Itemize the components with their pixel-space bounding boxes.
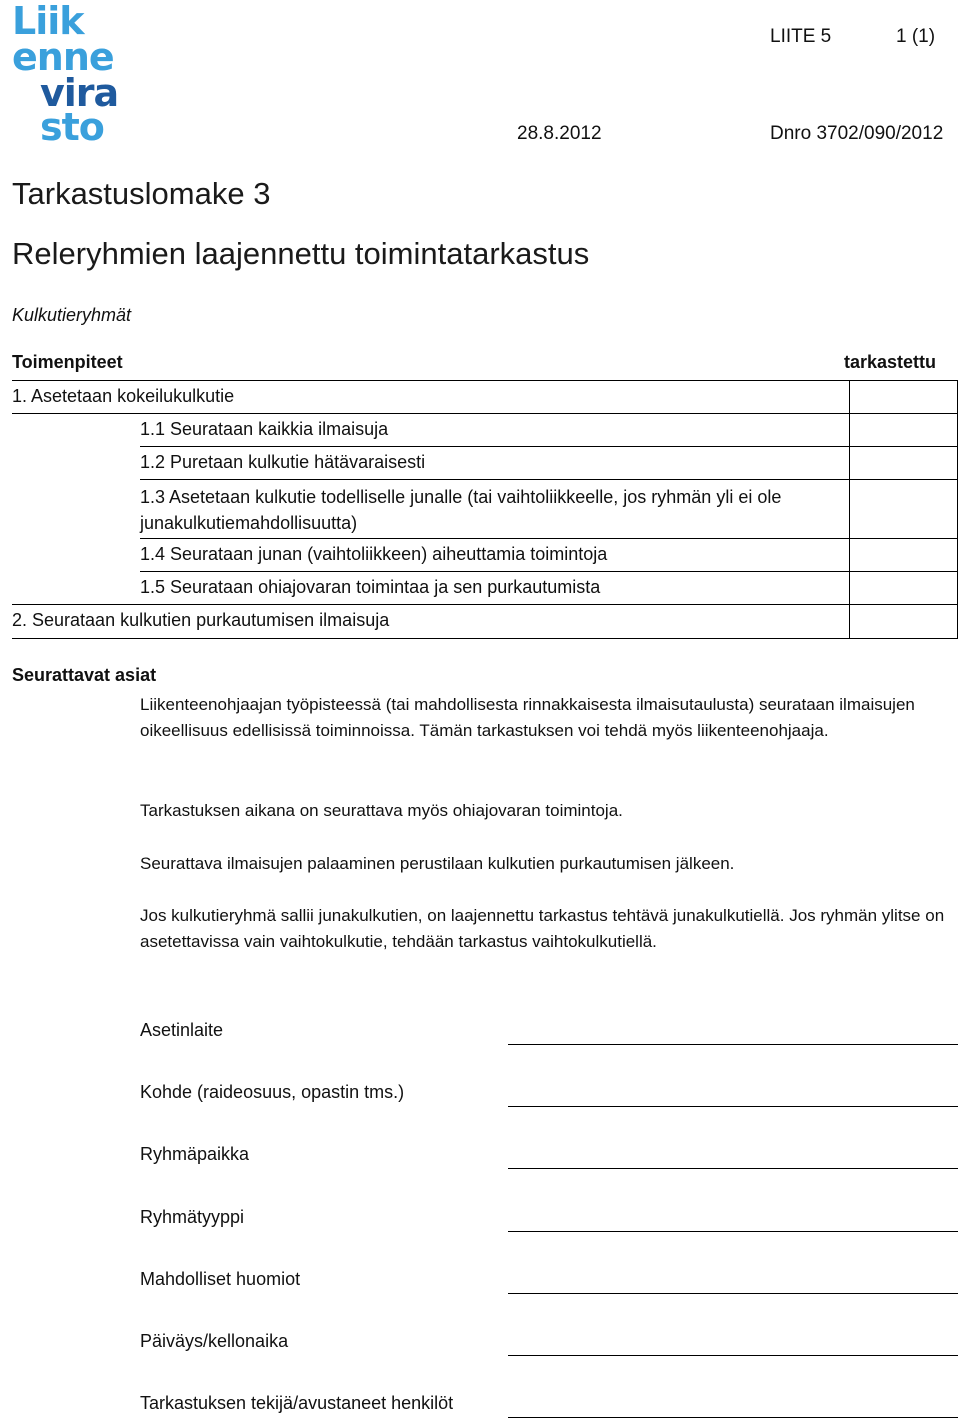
- document-number: Dnro 3702/090/2012: [770, 123, 944, 144]
- logo-line-3: vira: [40, 71, 119, 115]
- table-row: 1.2 Puretaan kulkutie hätävaraisesti: [140, 452, 426, 472]
- logo-line-1: Liik: [12, 0, 84, 43]
- table-rule: [140, 571, 958, 572]
- document-date: 28.8.2012: [517, 123, 602, 144]
- table-rule: [12, 413, 958, 414]
- table-rule: [12, 380, 958, 381]
- paragraph: Liikenteenohjaajan työpisteessä (tai mahdollisesta rinnakkaisesta ilmaisutaulusta) seurataan ilmaisujen oikeellisuus edellisissä toiminnoissa. Tämän tarkastuksen voi tehdä myös liikenteenohjaaja.: [140, 695, 915, 740]
- table-rule: [12, 638, 958, 639]
- table-rule: [140, 538, 958, 539]
- field-line-interlocking[interactable]: [508, 1044, 958, 1045]
- field-label-group-type: Ryhmätyyppi: [140, 1207, 245, 1227]
- section-heading-observe: Seurattavat asiat: [12, 665, 157, 685]
- table-row: 1.5 Seurataan ohiajovaran toimintaa ja sen purkautumista: [140, 577, 601, 597]
- field-line-group-position[interactable]: [508, 1168, 958, 1169]
- logo-line-4: sto: [40, 105, 104, 149]
- field-label-inspector: Tarkastuksen tekijä/avustaneet henkilöt: [140, 1393, 454, 1413]
- table-rule: [849, 380, 850, 638]
- field-label-interlocking: Asetinlaite: [140, 1020, 224, 1040]
- category-label: Kulkutieryhmät: [12, 305, 132, 325]
- column-header-checked: tarkastettu: [844, 352, 937, 372]
- logo-line-2: enne: [12, 35, 114, 79]
- field-label-target: Kohde (raideosuus, opastin tms.): [140, 1082, 405, 1102]
- paragraph: Tarkastuksen aikana on seurattava myös ohiajovaran toimintoja.: [140, 801, 623, 820]
- liikennevirasto-logo: [12, 2, 142, 148]
- table-row: 1.3 Asetetaan kulkutie todelliselle junalle (tai vaihtoliikkeelle, jos ryhmän yli ei ole junakulkutiemahdollisuutta): [140, 487, 782, 533]
- field-line-notes[interactable]: [508, 1293, 958, 1294]
- table-rule: [957, 380, 958, 638]
- field-label-group-position: Ryhmäpaikka: [140, 1144, 250, 1164]
- table-rule: [140, 446, 958, 447]
- page-subtitle: Releryhmien laajennettu toimintatarkastus: [12, 236, 590, 271]
- field-label-datetime: Päiväys/kellonaika: [140, 1331, 289, 1351]
- appendix-label: LIITE 5: [770, 26, 832, 47]
- table-rule: [12, 604, 958, 605]
- table-row: 1.4 Seurataan junan (vaihtoliikkeen) aiheuttamia toimintoja: [140, 544, 608, 564]
- page-number: 1 (1): [896, 26, 936, 47]
- column-header-measures: Toimenpiteet: [12, 352, 123, 372]
- paragraph: Jos kulkutieryhmä sallii junakulkutien, on laajennettu tarkastus tehtävä junakulkutiellä. Jos ryhmän ylitse on asetettavissa vain vaihtokulkutie, tehdään tarkastus vaihtokulkutiellä.: [140, 906, 945, 951]
- table-row: 1. Asetetaan kokeilukulkutie: [12, 386, 235, 406]
- table-row: 1.1 Seurataan kaikkia ilmaisuja: [140, 419, 389, 439]
- page-title: Tarkastuslomake 3: [12, 176, 271, 211]
- field-line-datetime[interactable]: [508, 1355, 958, 1356]
- field-label-notes: Mahdolliset huomiot: [140, 1269, 301, 1289]
- field-line-inspector[interactable]: [508, 1417, 958, 1418]
- field-line-group-type[interactable]: [508, 1231, 958, 1232]
- table-row: 2. Seurataan kulkutien purkautumisen ilmaisuja: [12, 610, 390, 630]
- paragraph: Seurattava ilmaisujen palaaminen perustilaan kulkutien purkautumisen jälkeen.: [140, 854, 735, 873]
- table-rule: [140, 479, 958, 480]
- field-line-target[interactable]: [508, 1106, 958, 1107]
